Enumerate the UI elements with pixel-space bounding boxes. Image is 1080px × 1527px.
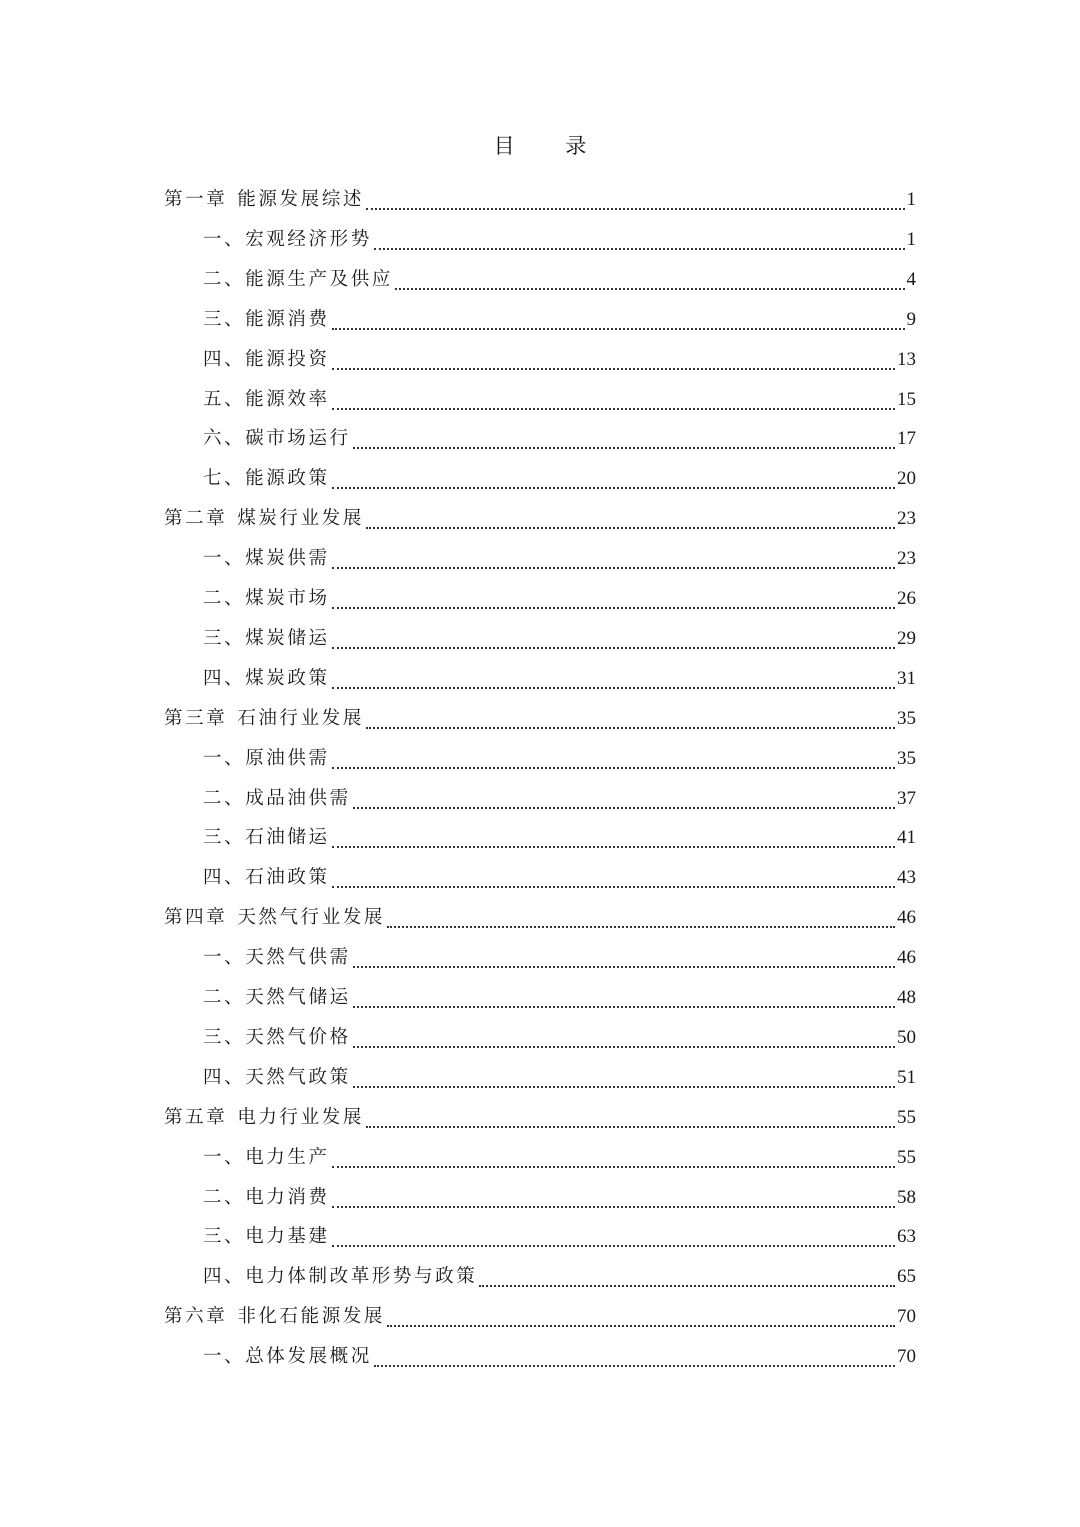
toc-section-entry[interactable]	[203, 579, 916, 619]
toc-entry-title: 原油供需	[245, 747, 330, 769]
toc-section-entry[interactable]	[203, 539, 916, 579]
toc-dot-leader	[353, 807, 895, 809]
toc-entry-label	[203, 260, 393, 300]
toc-page-number: 35	[897, 707, 916, 729]
toc-entry-title: 宏观经济形势	[245, 228, 372, 250]
toc-section-entry[interactable]	[203, 340, 916, 380]
toc-section-number: 三、	[203, 308, 246, 330]
toc-dot-leader	[332, 687, 895, 689]
toc-entry-title: 碳市场运行	[245, 428, 351, 450]
toc-entry-title: 石油储运	[245, 827, 330, 849]
toc-chapter-number: 第四章	[164, 907, 228, 929]
toc-dot-leader	[332, 1245, 895, 1247]
toc-page-number: 15	[897, 388, 916, 410]
toc-entry-label	[203, 978, 351, 1018]
toc-section-entry[interactable]	[203, 220, 916, 260]
toc-dot-leader	[353, 1046, 895, 1048]
toc-entry-title: 能源政策	[245, 468, 330, 490]
toc-section-entry[interactable]	[203, 1018, 916, 1058]
toc-entry-label	[164, 1098, 364, 1138]
toc-entry-title: 天然气供需	[245, 947, 351, 969]
toc-dot-leader	[479, 1285, 895, 1287]
toc-dot-leader	[332, 1166, 895, 1168]
toc-section-entry[interactable]	[203, 1217, 916, 1257]
toc-dot-leader	[387, 1325, 895, 1327]
toc-section-number: 二、	[203, 1186, 246, 1208]
toc-entry-label	[203, 1178, 330, 1218]
toc-chapter-number: 第二章	[164, 508, 228, 530]
toc-chapter-number: 第六章	[164, 1306, 228, 1328]
toc-dot-leader	[395, 288, 905, 290]
toc-entry-title: 能源发展综述	[237, 189, 364, 210]
toc-entry-label	[203, 1337, 372, 1377]
toc-entry-title: 电力体制改革形势与政策	[245, 1266, 478, 1288]
toc-dot-leader	[387, 926, 895, 928]
toc-entry-title: 电力行业发展	[237, 1106, 364, 1128]
toc-page-number: 41	[897, 827, 916, 849]
toc-section-number: 六、	[203, 428, 246, 450]
toc-page-number: 17	[897, 428, 916, 450]
toc-dot-leader	[332, 1206, 895, 1208]
toc-page-number: 46	[897, 947, 916, 969]
toc-entry-label	[203, 579, 330, 619]
toc-chapter-entry[interactable]	[164, 898, 916, 938]
toc-entry-title: 天然气行业发展	[237, 907, 386, 929]
toc-entry-label	[203, 539, 330, 579]
toc-dot-leader	[366, 727, 895, 729]
toc-entry-label	[203, 938, 351, 978]
toc-entry-label	[203, 739, 330, 779]
toc-title: 目 录	[493, 134, 609, 158]
toc-dot-leader	[332, 607, 895, 609]
toc-section-entry[interactable]	[203, 1138, 916, 1178]
toc-section-entry[interactable]	[203, 659, 916, 699]
toc-section-entry[interactable]	[203, 300, 916, 340]
toc-entry-label	[203, 1217, 330, 1257]
toc-section-entry[interactable]	[203, 380, 916, 420]
toc-section-number: 三、	[203, 627, 246, 649]
toc-section-entry[interactable]	[203, 1178, 916, 1218]
toc-entry-label	[164, 499, 364, 539]
toc-chapter-entry[interactable]	[164, 699, 916, 739]
toc-page-number: 13	[897, 348, 916, 370]
toc-section-number: 一、	[203, 1346, 246, 1368]
toc-entry-title: 能源生产及供应	[245, 268, 393, 290]
toc-dot-leader	[353, 1086, 895, 1088]
toc-page-number: 26	[897, 588, 916, 609]
toc-section-entry[interactable]	[203, 459, 916, 499]
toc-section-entry[interactable]	[203, 818, 916, 858]
toc-section-number: 二、	[203, 588, 246, 609]
toc-page-number: 70	[897, 1306, 916, 1328]
toc-section-entry[interactable]	[203, 419, 916, 459]
toc-page-number: 23	[897, 548, 916, 570]
toc-section-entry[interactable]	[203, 739, 916, 779]
toc-entry-label	[164, 699, 364, 739]
toc-page-number: 9	[906, 308, 916, 330]
toc-page-number: 29	[897, 627, 916, 649]
toc-chapter-number: 第三章	[164, 707, 228, 729]
toc-chapter-entry[interactable]	[164, 1098, 916, 1138]
toc-entry-label	[203, 1018, 351, 1058]
toc-entry-title: 电力生产	[245, 1146, 330, 1168]
toc-entry-label	[203, 1058, 351, 1098]
toc-section-entry[interactable]	[203, 619, 916, 659]
toc-section-number: 四、	[203, 1066, 246, 1088]
toc-section-entry[interactable]	[203, 779, 916, 819]
toc-section-number: 一、	[203, 1146, 246, 1168]
toc-dot-leader	[366, 208, 905, 210]
toc-entry-label	[203, 1138, 330, 1178]
toc-dot-leader	[353, 966, 895, 968]
toc-entry-label	[203, 779, 351, 819]
toc-page-number: 70	[897, 1346, 916, 1368]
toc-page-number: 51	[897, 1066, 916, 1088]
toc-entry-title: 煤炭供需	[245, 548, 330, 570]
toc-dot-leader	[374, 1365, 895, 1367]
toc-entry-title: 能源效率	[245, 388, 330, 410]
toc-page-number: 58	[897, 1186, 916, 1208]
toc-entry-title: 非化石能源发展	[237, 1306, 386, 1328]
toc-entry-title: 煤炭政策	[245, 667, 330, 689]
toc-dot-leader	[366, 527, 895, 529]
toc-entry-label	[203, 340, 330, 380]
toc-entry-title: 总体发展概况	[245, 1346, 372, 1368]
toc-dot-leader	[332, 487, 895, 489]
toc-section-number: 一、	[203, 747, 246, 769]
toc-dot-leader	[332, 408, 895, 410]
toc-dot-leader	[374, 248, 905, 250]
toc-entry-title: 电力消费	[245, 1186, 330, 1208]
toc-dot-leader	[332, 846, 895, 848]
toc-entry-label	[203, 818, 330, 858]
toc-dot-leader	[332, 328, 905, 330]
toc-section-entry[interactable]	[203, 938, 916, 978]
toc-section-entry[interactable]	[203, 1257, 916, 1297]
toc-section-number: 一、	[203, 947, 246, 969]
toc-page-number: 1	[906, 228, 916, 250]
toc-entry-title: 煤炭市场	[245, 588, 330, 609]
toc-entry-label	[203, 300, 330, 340]
toc-section-number: 四、	[203, 867, 246, 889]
toc-section-number: 二、	[203, 987, 246, 1008]
toc-page-number: 31	[897, 667, 916, 689]
toc-page-number: 48	[897, 987, 916, 1008]
toc-dot-leader	[332, 767, 895, 769]
toc-section-number: 七、	[203, 468, 246, 490]
toc-entry-title: 天然气储运	[245, 987, 351, 1008]
toc-page-number: 65	[897, 1266, 916, 1288]
toc-chapter-number: 第一章	[164, 189, 228, 210]
toc-section-number: 五、	[203, 388, 246, 410]
toc-section-entry[interactable]	[203, 1058, 916, 1098]
toc-dot-leader	[332, 368, 895, 370]
toc-entry-label	[164, 180, 364, 220]
toc-entry-title: 电力基建	[245, 1226, 330, 1248]
toc-entry-title: 成品油供需	[245, 787, 351, 809]
toc-section-entry[interactable]	[203, 1337, 916, 1377]
toc-section-number: 三、	[203, 1226, 246, 1248]
toc-page-number: 46	[897, 907, 916, 929]
toc-entry-label	[164, 898, 385, 938]
toc-entry-title: 煤炭储运	[245, 627, 330, 649]
toc-section-number: 三、	[203, 827, 246, 849]
toc-page-number: 35	[897, 747, 916, 769]
toc-dot-leader	[332, 567, 895, 569]
toc-section-number: 二、	[203, 268, 246, 290]
toc-dot-leader	[332, 647, 895, 649]
toc-section-entry[interactable]	[203, 260, 916, 300]
toc-dot-leader	[353, 1006, 895, 1008]
toc-section-number: 一、	[203, 228, 246, 250]
toc-entry-label	[203, 459, 330, 499]
toc-entry-label	[203, 1257, 477, 1297]
toc-entry-label	[203, 659, 330, 699]
toc-section-number: 四、	[203, 1266, 246, 1288]
toc-dot-leader	[353, 447, 895, 449]
toc-section-number: 三、	[203, 1026, 246, 1048]
toc-section-number: 一、	[203, 548, 246, 570]
toc-entry-title: 天然气价格	[245, 1026, 351, 1048]
toc-entry-title: 石油行业发展	[237, 707, 364, 729]
toc-entry-title: 石油政策	[245, 867, 330, 889]
toc-entry-label	[203, 619, 330, 659]
toc-chapter-entry[interactable]	[164, 1297, 916, 1337]
toc-entry-title: 能源消费	[245, 308, 330, 330]
toc-section-number: 四、	[203, 667, 246, 689]
toc-section-entry[interactable]	[203, 978, 916, 1018]
toc-entry-label	[164, 1297, 385, 1337]
toc-section-number: 二、	[203, 787, 246, 809]
toc-page-number: 43	[897, 867, 916, 889]
toc-page-number: 55	[897, 1146, 916, 1168]
toc-page-number: 23	[897, 508, 916, 530]
toc-section-entry[interactable]	[203, 858, 916, 898]
toc-section-number: 四、	[203, 348, 246, 370]
toc-entry-label	[203, 380, 330, 420]
toc-page-number: 4	[906, 268, 916, 290]
toc-entry-label	[203, 419, 351, 459]
toc-chapter-entry[interactable]	[164, 499, 916, 539]
toc-entry-label	[203, 220, 372, 260]
toc-dot-leader	[366, 1126, 895, 1128]
toc-page-number: 1	[906, 189, 916, 210]
toc-dot-leader	[332, 886, 895, 888]
toc-page-number: 63	[897, 1226, 916, 1248]
toc-page-number: 55	[897, 1106, 916, 1128]
toc-chapter-number: 第五章	[164, 1106, 228, 1128]
toc-entry-label	[203, 858, 330, 898]
toc-entry-title: 煤炭行业发展	[237, 508, 364, 530]
toc-chapter-entry[interactable]	[164, 180, 916, 220]
toc-entry-title: 天然气政策	[245, 1066, 351, 1088]
toc-entry-title: 能源投资	[245, 348, 330, 370]
toc-page-number: 20	[897, 468, 916, 490]
toc-page-number: 37	[897, 787, 916, 809]
toc-page-number: 50	[897, 1026, 916, 1048]
